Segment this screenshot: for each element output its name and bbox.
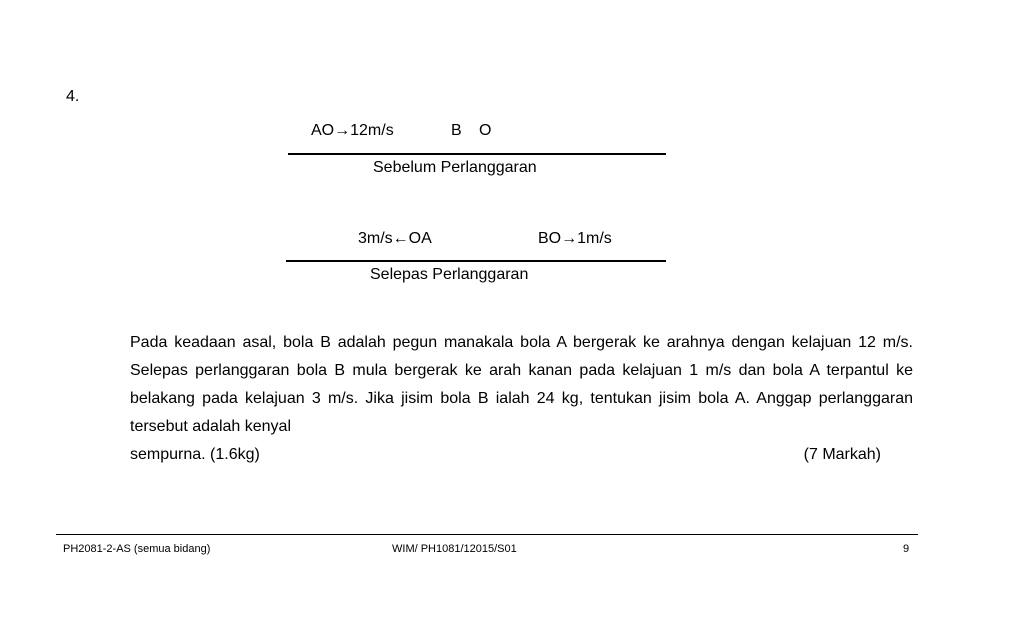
after-caption: Selepas Perlanggaran <box>370 266 529 283</box>
footer-document-id: WIM/ PH1081/12015/S01 <box>392 543 517 555</box>
before-ball-b-circle: O <box>479 122 492 139</box>
before-ground-line <box>288 153 666 155</box>
after-ball-b-label: BO <box>538 230 562 247</box>
footer-page-number: 9 <box>903 543 910 555</box>
before-ball-b-label: B <box>451 122 462 139</box>
before-ball-a-label: AO <box>311 122 335 139</box>
before-ball-a-group <box>311 122 394 140</box>
after-ball-b-group <box>538 230 612 248</box>
question-marks: (7 Markah) <box>803 446 881 463</box>
after-speed-a: 3m/s <box>358 230 393 247</box>
question-answer-hint: sempurna. (1.6kg) <box>130 446 260 463</box>
question-number: 4. <box>66 88 80 105</box>
after-speed-b: 1m/s <box>577 230 612 247</box>
footer-divider <box>56 534 918 535</box>
before-speed-a: 12m/s <box>350 122 394 139</box>
left-arrow-icon: ← <box>392 230 409 247</box>
before-caption: Sebelum Perlanggaran <box>373 159 537 176</box>
footer-course-code: PH2081-2-AS (semua bidang) <box>63 543 211 555</box>
question-text: Pada keadaan asal, bola B adalah pegun manakala bola A bergerak ke arahnya dengan kelajuan 12 m/s. Selepas perlanggaran bola B mula bergerak ke arah kanan pada kelajuan 1 m/s dan bola A terpantul ke belakang pada kelajuan 3 m/s. Jika jisim bola B ialah 24 kg, tentukan jisim bola A. Anggap perlanggaran tersebut adalah kenyal <box>130 334 913 435</box>
question-body <box>130 329 913 469</box>
right-arrow-icon: → <box>334 122 351 139</box>
after-ball-a-label: OA <box>408 230 432 247</box>
right-arrow-icon: → <box>561 230 578 247</box>
after-ball-a-group <box>358 230 432 248</box>
question-last-line <box>130 441 881 469</box>
after-ground-line <box>286 260 666 262</box>
